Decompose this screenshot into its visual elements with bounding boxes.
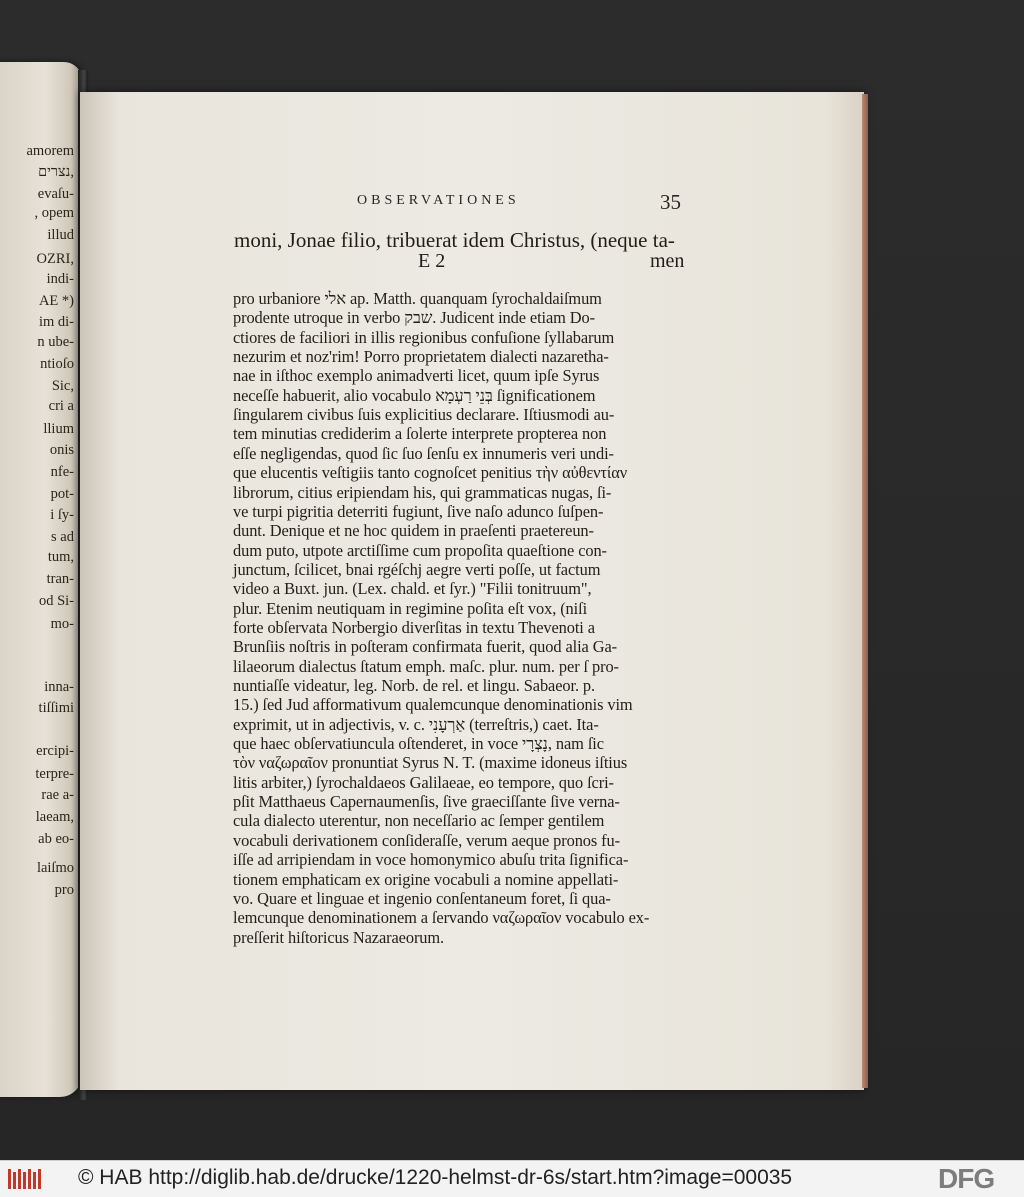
left-page-fragment: nfe- [50,464,74,480]
left-page-fragment: rae a- [41,787,74,803]
left-page-fragment: , opem [34,205,74,221]
hab-logo-icon [6,1167,46,1191]
footer-bar [0,1160,1024,1197]
opening-line: moni, Jonae filio, tribuerat idem Christus, (neque ta- [234,228,675,252]
body-line: τὸν ναζωραῖον pronuntiat Syrus N. T. (maxime idoneus iſtius [233,753,628,773]
footer-copyright-link[interactable]: © HAB http://diglib.hab.de/drucke/1220-helmst-dr-6s/start.htm?image=00035 [78,1166,793,1189]
left-page-fragment: od Si- [38,593,74,609]
left-page-fragment: onis [49,442,74,458]
body-line: lilaeorum dialectus ſtatum emph. maſc. plur. num. per ſ pro- [233,656,619,676]
left-page-fragment: amorem [26,143,74,159]
body-line: ſingularem civibus ſuis explicitius declarare. Iſtiusmodi au- [233,405,615,425]
catchword: men [650,250,685,272]
body-line: plur. Etenim neutiquam in regimine poſita eſt vox, (niſi [233,598,588,618]
body-line: pro urbaniore אלי ap. Matth. quanquam ſyrochaldaiſmum [233,289,602,308]
body-line: tionem emphaticam ex origine vocabuli a nomine appellati- [233,869,619,889]
body-line: forte obſervata Norbergio diverſitas in textu Thevenoti a [233,617,595,637]
body-line: 15.) ſed Jud afformativum qualemcunque denominationis vim [233,695,633,715]
body-line: eſſe negligendas, quod ſic ſuo ſenſu ex innumeris veri undi- [233,443,614,463]
body-line: que haec obſervatiuncula oſtenderet, in voce נָצְרָי, nam ſic [233,734,604,754]
left-page-fragment: n ube- [37,334,74,350]
left-page-fragment: OZRI, [36,251,74,267]
left-page-fragment: inna- [44,679,74,695]
body-line: video a Buxt. jun. (Lex. chald. et ſyr.) "Filii tonitruum", [233,579,592,599]
body-line: nuntiaſſe videatur, leg. Norb. de rel. et lingu. Sabaeor. p. [233,676,596,695]
left-page-fragment: pot- [50,486,74,502]
body-line: litis arbiter,) ſyrochaldaeos Galilaeae, eo tempore, quo ſcri- [233,772,614,792]
running-head: OBSERVATIONES [357,193,520,208]
left-page-fragment: ntioſo [40,356,74,372]
page-number: 35 [660,190,681,214]
left-page-fragment: laiſmo [36,860,74,876]
body-line: lemcunque denominationem a ſervando ναζωραῖον vocabulo ex- [233,908,650,928]
left-page-fragment: tum, [47,549,74,565]
left-page-fragment: im di- [38,314,74,330]
body-line: tem minutias crediderim a ſolerte interprete propterea non [233,424,607,444]
left-page-fragment: illud [47,227,74,243]
body-line: ctiores de faciliori in illis regionibus confuſione ſyllabarum [233,327,615,347]
left-page-fragment: ercipi- [36,743,74,759]
body-line: librorum, citius eripiendam his, qui grammaticas nugas, ſi- [233,482,612,502]
body-line: preſſerit hiſtoricus Nazaraeorum. [233,927,445,947]
signature-mark: E 2 [418,250,446,272]
left-page-fragment: indi- [46,271,74,287]
page-edge [862,94,868,1088]
left-page-edge [0,62,82,1097]
body-line: vocabuli derivationem conſideraſſe, verum aeque pronos fu- [233,830,620,850]
left-page-fragment: pro [54,882,74,898]
body-line: dum puto, utpote arctiſſime cum propoſita quaeſtione con- [233,540,607,560]
body-line: iſſe ad arripiendam in voce homonymico abuſu trita ſignifica- [233,850,629,870]
left-page-fragment: Sic, [51,378,74,394]
body-line: pſit Matthaeus Capernaumenſis, ſive graeciſſante ſive verna- [233,792,620,812]
body-line: que elucentis veſtigiis tanto cognoſcet penitius τὴν αὐθεντίαν [233,463,628,483]
body-line: junctum, ſcilicet, bnai rgéſchj aegre verti poſſe, ut factum [233,559,601,579]
left-page-fragment: laeam, [35,809,74,825]
body-line: exprimit, ut in adjectivis, v. c. אַרְעָנִי (terreſtris,) caet. Ita- [233,714,599,734]
left-page-fragment: ab eo- [38,831,74,847]
body-line: nae in iſthoc exemplo animadverti licet, quum ipſe Syrus [233,366,600,386]
left-page-fragment: cri a [48,398,74,414]
body-line: ve turpi pigritia deterriti fugiunt, ſive naſo adunco ſuſpen- [233,501,604,521]
left-page-fragment: AE *) [38,293,74,309]
left-page-fragment: mo- [50,616,74,632]
body-line: dunt. Denique et ne hoc quidem in praeſenti praetereun- [233,521,594,541]
body-line: Brunſiis noſtris in poſteram confirmata fuerit, quod alia Ga- [233,637,617,657]
body-line: vo. Quare et linguae et ingenio conſentaneum foret, ſi qua- [233,888,611,908]
left-page-fragment: i ſy- [50,507,74,523]
left-page-fragment: s ad [51,529,74,545]
body-line: neceſſe habuerit, alio vocabulo בְּנֵי רַעְמָא ſignificationem [233,385,596,405]
body-line: prodente utroque in verbo שבק. Judicent inde etiam Do- [233,308,595,328]
left-page-fragment: נצרים, [38,164,74,180]
left-page-fragment: llium [43,421,74,437]
left-page-fragment: evaſu- [37,186,74,202]
left-page-fragment: tran- [46,571,74,587]
body-line: cula dialecto uterentur, non neceſſario ac ſemper gentilem [233,811,605,831]
body-line: nezurim et noz'rim! Porro proprietatem dialecti nazaretha- [233,347,609,367]
left-page-fragment: terpre- [35,766,74,782]
dfg-logo: DFG [938,1163,995,1194]
left-page-fragment: tiſſimi [38,700,74,716]
